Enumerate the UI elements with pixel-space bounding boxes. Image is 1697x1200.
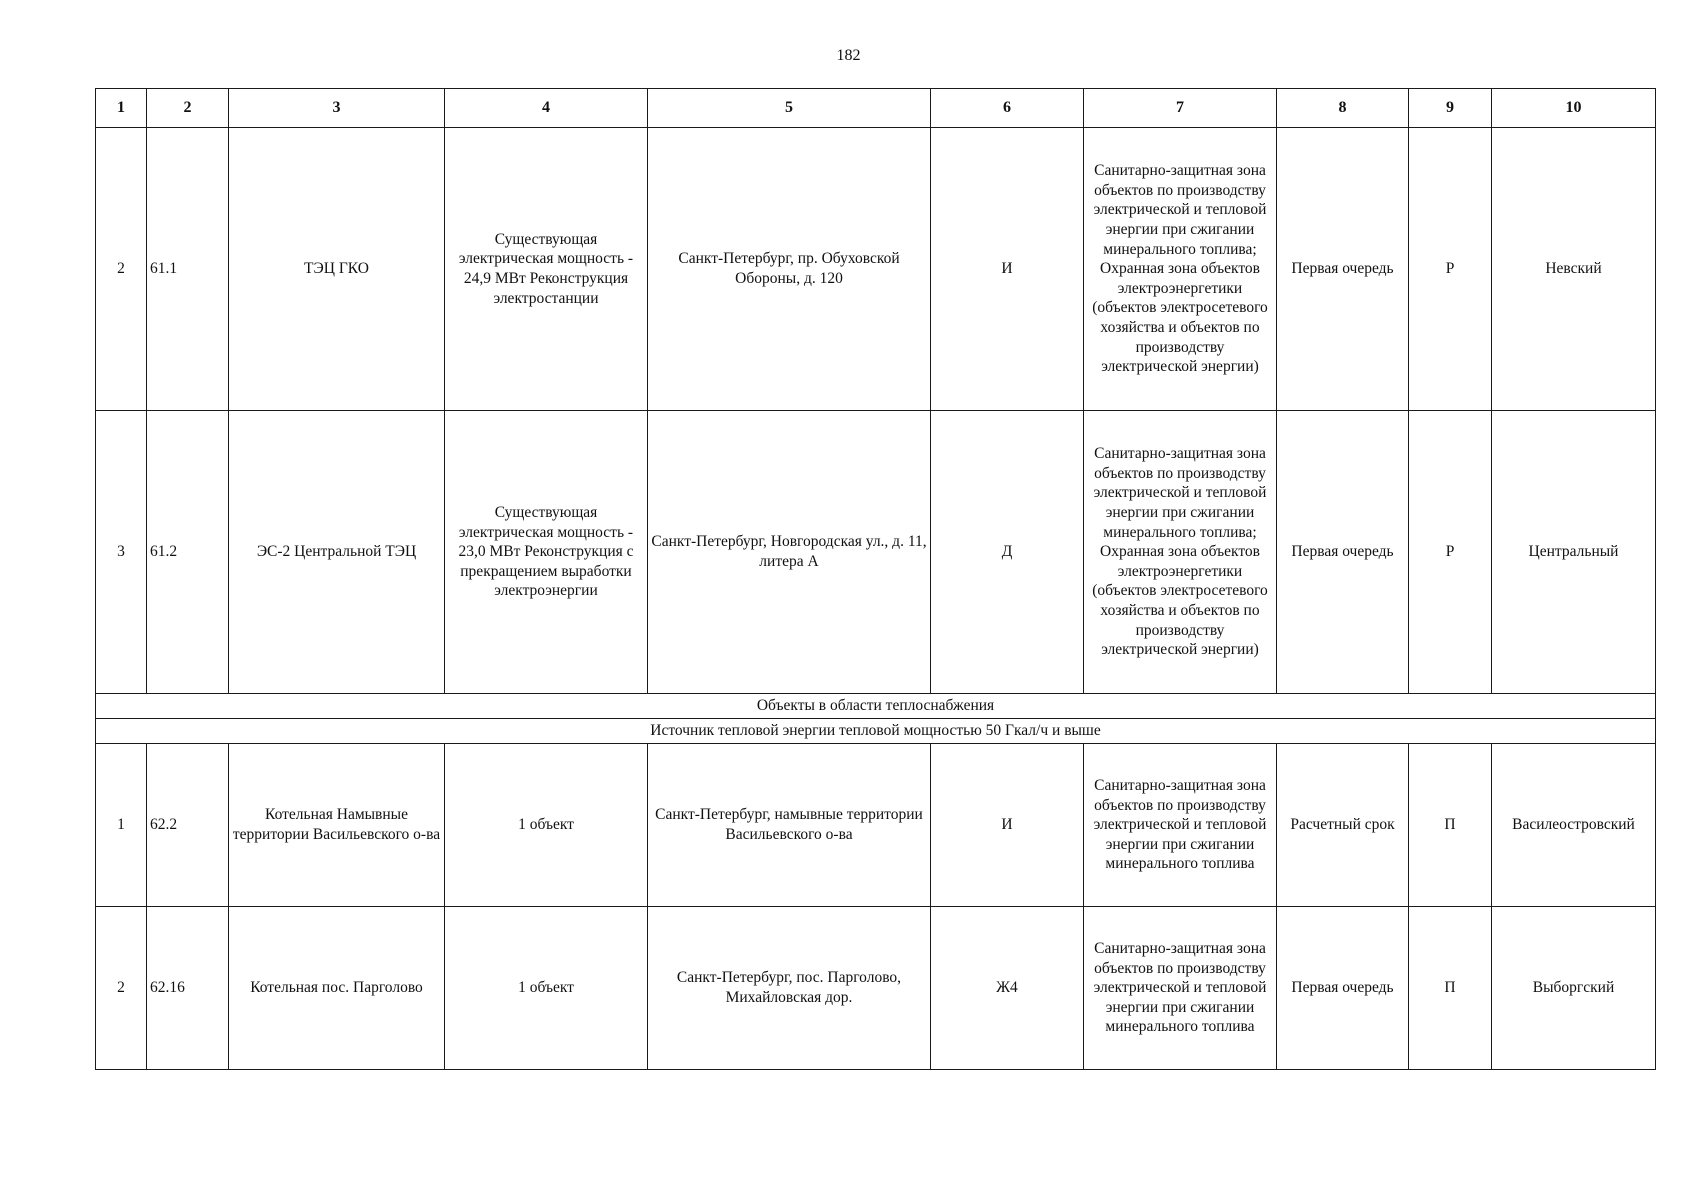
object-characteristics: 1 объект (445, 907, 648, 1070)
column-header: 2 (147, 89, 229, 128)
object-name: ЭС-2 Центральной ТЭЦ (229, 411, 445, 694)
object-code: 61.1 (147, 128, 229, 411)
row-number: 1 (96, 744, 147, 907)
table-row (96, 907, 1656, 1070)
object-status: П (1409, 744, 1492, 907)
object-characteristics: 1 объект (445, 744, 648, 907)
row-number: 3 (96, 411, 147, 694)
object-code: 62.16 (147, 907, 229, 1070)
column-header: 9 (1409, 89, 1492, 128)
zone-restrictions: Санитарно-защитная зона объектов по производству электрической и тепловой энергии при сжигании минерального топлива; Охранная зона объектов электроэнергетики (объектов электросетевого хозяйства и объектов по производству электрической энергии) (1084, 128, 1277, 411)
column-header: 4 (445, 89, 648, 128)
section-heading-row (96, 694, 1656, 719)
zone-restrictions: Санитарно-защитная зона объектов по производству электрической и тепловой энергии при сжигании минерального топлива (1084, 907, 1277, 1070)
functional-zone: Д (931, 411, 1084, 694)
object-address: Санкт-Петербург, пос. Парголово, Михайловская дор. (648, 907, 931, 1070)
implementation-stage: Первая очередь (1277, 128, 1409, 411)
zone-restrictions: Санитарно-защитная зона объектов по производству электрической и тепловой энергии при сжигании минерального топлива (1084, 744, 1277, 907)
column-header: 1 (96, 89, 147, 128)
functional-zone: И (931, 744, 1084, 907)
object-status: Р (1409, 411, 1492, 694)
column-header: 8 (1277, 89, 1409, 128)
functional-zone: И (931, 128, 1084, 411)
object-characteristics: Существующая электрическая мощность - 24,9 МВт Реконструкция электростанции (445, 128, 648, 411)
column-header: 10 (1492, 89, 1656, 128)
objects-table (95, 88, 1656, 1070)
object-characteristics: Существующая электрическая мощность - 23,0 МВт Реконструкция с прекращением выработки электроэнергии (445, 411, 648, 694)
object-status: П (1409, 907, 1492, 1070)
page-number: 182 (836, 47, 861, 64)
object-address: Санкт-Петербург, пр. Обуховской Обороны, д. 120 (648, 128, 931, 411)
subsection-heading-row (96, 719, 1656, 744)
district-name: Центральный (1492, 411, 1656, 694)
object-code: 61.2 (147, 411, 229, 694)
functional-zone: Ж4 (931, 907, 1084, 1070)
column-header: 5 (648, 89, 931, 128)
object-name: Котельная пос. Парголово (229, 907, 445, 1070)
table-row (96, 411, 1656, 694)
district-name: Василеостровский (1492, 744, 1656, 907)
subsection-heading: Источник тепловой энергии тепловой мощностью 50 Гкал/ч и выше (96, 719, 1656, 744)
object-name: Котельная Намывные территории Васильевского о-ва (229, 744, 445, 907)
row-number: 2 (96, 128, 147, 411)
column-header: 6 (931, 89, 1084, 128)
section-heading: Объекты в области теплоснабжения (96, 694, 1656, 719)
table-row (96, 128, 1656, 411)
district-name: Невский (1492, 128, 1656, 411)
object-address: Санкт-Петербург, намывные территории Васильевского о-ва (648, 744, 931, 907)
object-address: Санкт-Петербург, Новгородская ул., д. 11, литера А (648, 411, 931, 694)
implementation-stage: Первая очередь (1277, 411, 1409, 694)
implementation-stage: Расчетный срок (1277, 744, 1409, 907)
object-name: ТЭЦ ГКО (229, 128, 445, 411)
row-number: 2 (96, 907, 147, 1070)
zone-restrictions: Санитарно-защитная зона объектов по производству электрической и тепловой энергии при сжигании минерального топлива; Охранная зона объектов электроэнергетики (объектов электросетевого хозяйства и объектов по производству электрической энергии) (1084, 411, 1277, 694)
column-header: 7 (1084, 89, 1277, 128)
object-code: 62.2 (147, 744, 229, 907)
object-status: Р (1409, 128, 1492, 411)
implementation-stage: Первая очередь (1277, 907, 1409, 1070)
table-header-row (96, 89, 1656, 128)
table-row (96, 744, 1656, 907)
column-header: 3 (229, 89, 445, 128)
district-name: Выборгский (1492, 907, 1656, 1070)
